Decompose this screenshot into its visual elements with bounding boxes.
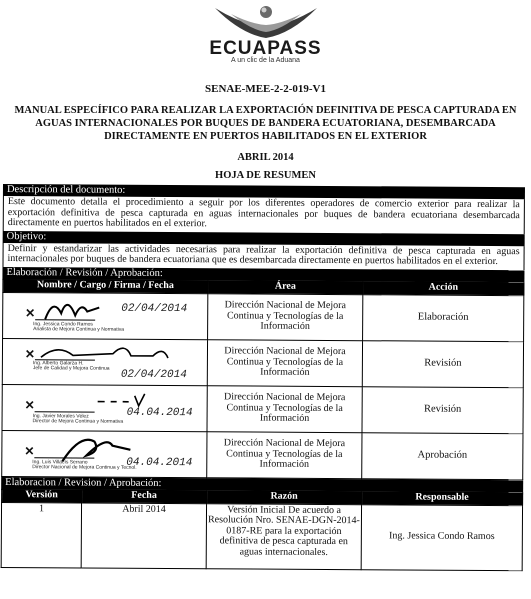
action-cell: Elaboración xyxy=(363,294,524,341)
col-header-area: Área xyxy=(208,280,363,294)
historial-label: Elaboracion / Revision / Aprobación: xyxy=(1,476,523,491)
action-cell: Revisión xyxy=(362,340,523,387)
signature-date: 02/04/2014 xyxy=(120,368,187,381)
signature-date: 04.04.2014 xyxy=(126,456,193,469)
approval-table xyxy=(1,278,524,479)
signer-name: Ing. Alberto Galarza H. xyxy=(32,359,84,366)
version-history-table xyxy=(1,488,523,570)
summary-sheet xyxy=(0,184,525,599)
signature-cell: ✕ Ing. Javier Morales Vélez Director de Mejora Continua y Normativa 04.04.2014 xyxy=(2,384,207,431)
summary-title: HOJA DE RESUMEN xyxy=(215,170,316,181)
signer-role: Analista de Mejora Continua y Normativa xyxy=(33,326,125,333)
document-code: SENAE-MEE-2-2-019-V1 xyxy=(205,83,326,95)
signer-role: Jefe de Calidad y Mejora Continua xyxy=(32,365,110,372)
signature-cell: ✕ Ing. Luis Villacís Serrano Director Nacional de Mejora Continua y Tecnol. 04.04.2014 xyxy=(2,430,207,477)
signer-name: Ing. Jessica Condo Ramos xyxy=(33,320,93,328)
signature-date: 04.04.2014 xyxy=(126,406,193,419)
col-header-razon: Razón xyxy=(207,490,362,504)
col-header-nombre: Nombre / Cargo / Firma / Fecha xyxy=(3,279,208,293)
area-cell: Dirección Nacional de Mejora Continua y Tecnologías de la Información xyxy=(207,339,362,386)
signature-cell: ✕ Ing. Alberto Galarza H. Jefe de Calidad y Mejora Continua 02/04/2014 xyxy=(2,338,207,385)
col-header-accion: Acción xyxy=(363,281,524,295)
logo-emblem-icon xyxy=(211,4,321,40)
action-cell: Revisión xyxy=(362,386,523,433)
col-header-responsable: Responsable xyxy=(362,491,523,505)
descripcion-label: Descripción del documento: xyxy=(3,184,525,199)
signer-role: Director de Mejora Continua y Normativa xyxy=(32,418,124,425)
col-header-fecha: Fecha xyxy=(82,489,207,503)
approval-row xyxy=(2,384,523,433)
document-title: MANUAL ESPECÍFICO PARA REALIZAR LA EXPORTACIÓN DEFINITIVA DE PESCA CAPTURADA EN AGUAS INTERNACIONALES POR BUQUES DE BANDERA ECUATORIANA, DESEMBARCADA DIRECTAMENTE EN PUERTOS HABILITADOS EN EL EXTERIOR xyxy=(14,105,517,142)
date-cell: Abril 2014 xyxy=(81,502,206,568)
area-cell: Dirección Nacional de Mejora Continua y Tecnologías de la Información xyxy=(207,385,362,432)
brand-name: ECUAPASS xyxy=(209,38,322,59)
document-date: ABRIL 2014 xyxy=(237,152,294,163)
approval-row xyxy=(2,430,523,479)
descripcion-text: Este documento detalla el procedimiento a seguir por los diferentes operadores de comercio exterior para realizar la exportación definitiva de pesca capturada en aguas internacionales por buques de bandera ecuatoriana desembarcada directamente en puertos habilitados en el exterior. xyxy=(3,196,525,234)
approval-row xyxy=(2,338,523,387)
responsible-cell: Ing. Jessica Condo Ramos xyxy=(361,504,522,570)
elaboracion-label: Elaboración / Revisión / Aprobación: xyxy=(2,266,524,281)
reason-cell: Versión Inicial De acuerdo a Resolución Nro. SENAE-DGN-2014-0187-RE para la exportación definitiva de pesca capturada en aguas internacionales. xyxy=(206,503,361,569)
ecuapass-logo xyxy=(0,4,531,40)
signature-cell: ✕ Ing. Jessica Condo Ramos Analista de Mejora Continua y Normativa 02/04/2014 xyxy=(3,292,208,339)
area-cell: Dirección Nacional de Mejora Continua y Tecnologías de la Información xyxy=(208,293,363,340)
history-row xyxy=(1,502,522,570)
area-cell: Dirección Nacional de Mejora Continua y Tecnologías de la Información xyxy=(207,431,362,478)
version-cell: 1 xyxy=(1,502,81,567)
action-cell: Aprobación xyxy=(362,432,523,479)
objetivo-label: Objetivo: xyxy=(3,230,525,245)
signer-role: Director Nacional de Mejora Continua y Tecnol. xyxy=(32,464,137,471)
col-header-version: Versión xyxy=(2,489,82,502)
objetivo-text: Definir y estandarizar las actividades necesarias para realizar la exportación definitiva de pesca capturada en aguas internacionales por buques de bandera ecuatoriana que es desembarcada directamente en puertos habilitados en el exterior. xyxy=(2,242,524,269)
brand-tagline: A un clic de la Aduana xyxy=(231,57,300,64)
approval-row xyxy=(3,292,524,341)
signer-name: Ing. Luis Villacís Serrano xyxy=(32,458,88,466)
signature-date: 02/04/2014 xyxy=(121,302,188,315)
signer-name: Ing. Javier Morales Vélez xyxy=(32,412,89,420)
